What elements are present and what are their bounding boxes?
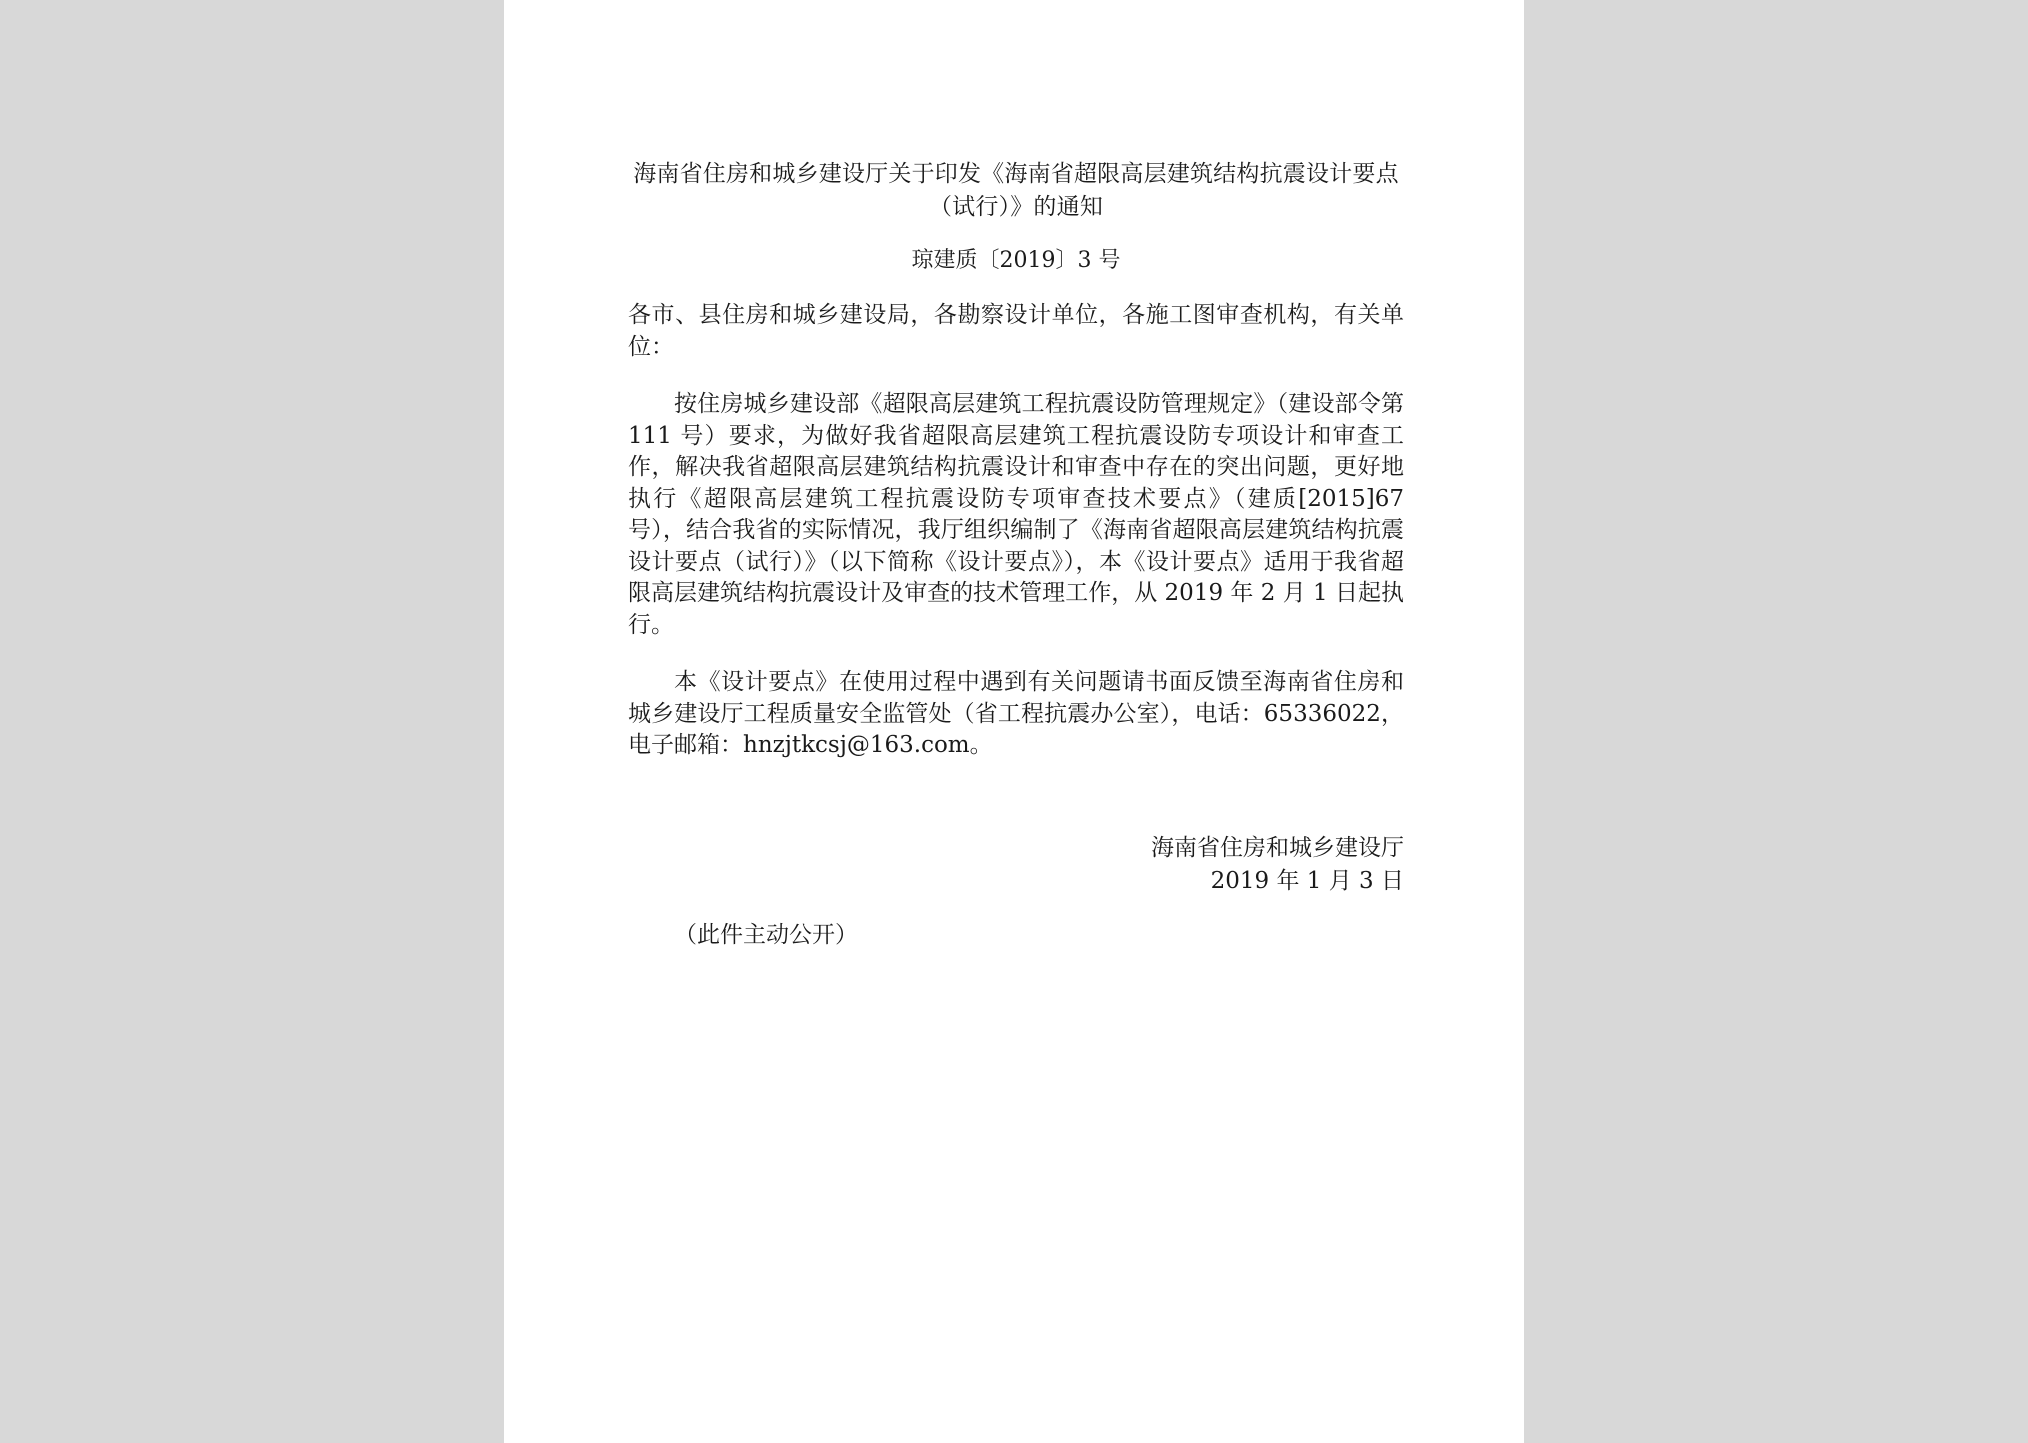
issuer-name: 海南省住房和城乡建设厅 — [1151, 834, 1404, 861]
page-content — [628, 158, 1404, 950]
body-paragraph-2: 本《设计要点》在使用过程中遇到有关问题请书面反馈至海南省住房和城乡建设厅工程质量安全监管处（省工程抗震办公室），电话：65336022，电子邮箱：hnzjtkcsj@163.com。 — [628, 669, 1404, 758]
issue-date: 2019 年 1 月 3 日 — [1210, 867, 1404, 894]
signature-block — [628, 832, 1404, 898]
document-title: 海南省住房和城乡建设厅关于印发《海南省超限高层建筑结构抗震设计要点（试行）》的通知 — [633, 161, 1399, 220]
salutation: 各市、县住房和城乡建设局，各勘察设计单位，各施工图审查机构，有关单位： — [628, 302, 1404, 360]
document-number: 琼建质〔2019〕3 号 — [911, 248, 1121, 273]
document-page — [504, 0, 1524, 1443]
disclosure-note: （此件主动公开） — [674, 921, 858, 948]
body-paragraph-1: 按住房城乡建设部《超限高层建筑工程抗震设防管理规定》（建设部令第 111 号）要求，为做好我省超限高层建筑工程抗震设防专项设计和审查工作，解决我省超限高层建筑结构抗震设计和审查中存在的突出问题，更好地执行《超限高层建筑工程抗震设防专项审查技术要点》（建质[2015]67 号），结合我省的实际情况，我厅组织编制了《海南省超限高层建筑结构抗震设计要点（试行）》（以下简称《设计要点》），本《设计要点》适用于我省超限高层建筑结构抗震设计及审查的技术管理工作，从 2019 年 2 月 1 日起执行。 — [628, 391, 1404, 638]
